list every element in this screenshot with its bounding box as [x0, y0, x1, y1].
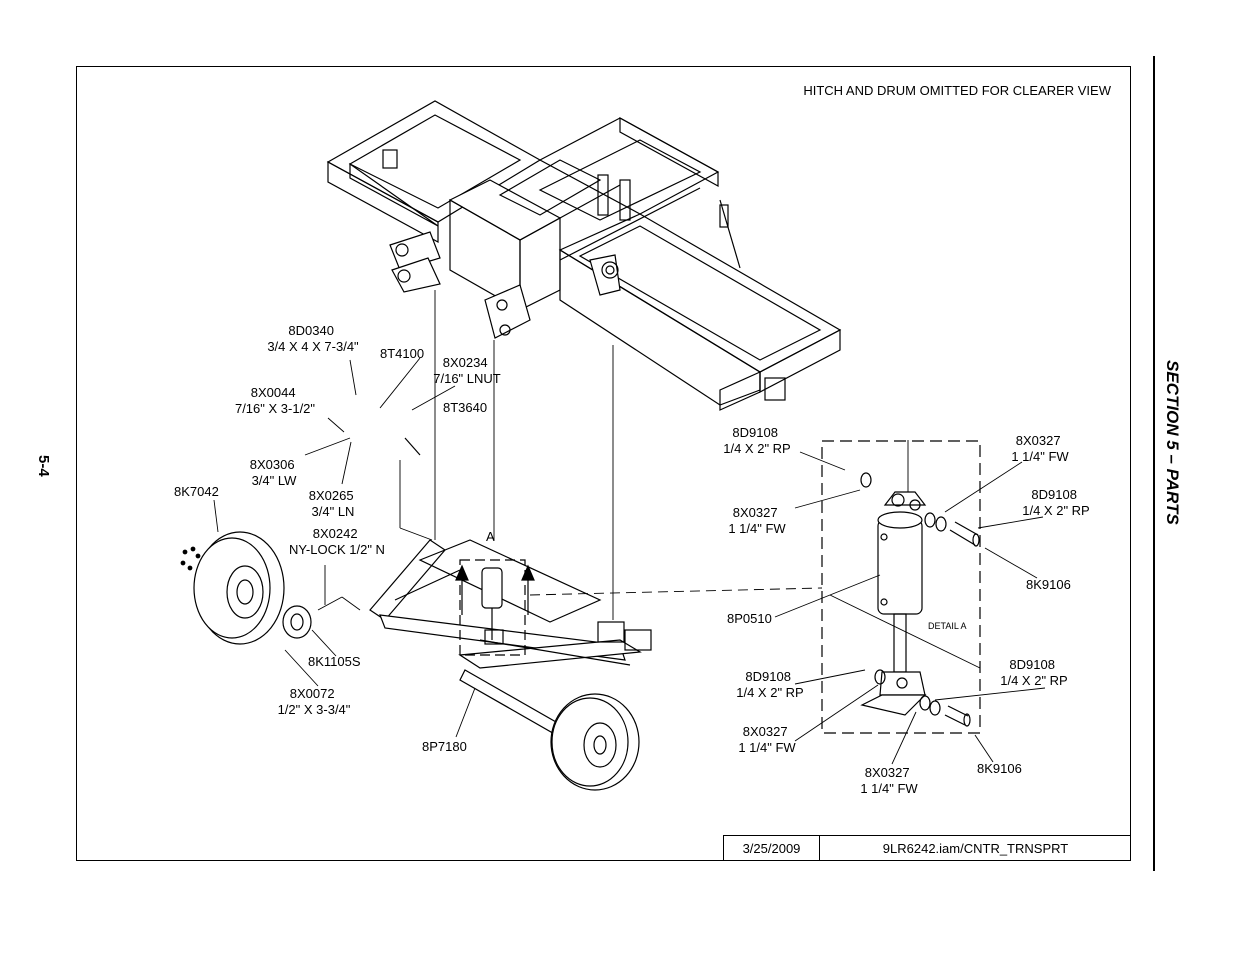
transport-axle — [370, 438, 651, 740]
callout-8K9106-a: 8K9106 — [1026, 577, 1071, 592]
right-wheel — [551, 694, 639, 790]
callout-8T3640: 8T3640 — [443, 400, 488, 415]
callout-8P0510: 8P0510 — [727, 611, 772, 626]
callout-8D9108-c: 8D9108 1/4 X 2" RP — [736, 669, 804, 700]
callout-8X0072: 8X0072 1/2" X 3-3/4" — [277, 686, 351, 717]
drawing-file-name: 9LR6242.iam/CNTR_TRNSPRT — [882, 841, 1069, 856]
callout-8X0044: 8X0044 7/16" X 3-1/2" — [234, 385, 316, 416]
callout-8X0327-d: 8X0327 1 1/4" FW — [860, 765, 918, 796]
left-wheel — [181, 532, 284, 644]
title-block — [723, 835, 1131, 861]
callout-8X0234: 8X0234 7/16" LNUT — [433, 355, 501, 386]
diagram-note: HITCH AND DRUM OMITTED FOR CLEARER VIEW — [803, 83, 1111, 98]
callout-8X0327-a: 8X0327 1 1/4" FW — [728, 505, 786, 536]
main-frame — [328, 101, 840, 410]
callout-8D9108-a: 8D9108 1/4 X 2" RP — [723, 425, 791, 456]
callout-8X0327-b: 8X0327 1 1/4" FW — [1011, 433, 1069, 464]
view-marker-a: A — [486, 529, 495, 544]
callout-8X0265: 8X0265 3/4" LN — [308, 488, 355, 519]
callout-8D9108-d: 8D9108 1/4 X 2" RP — [1000, 657, 1068, 688]
detail-a — [822, 441, 980, 733]
callout-8K1105S: 8K1105S — [308, 654, 361, 669]
detail-a-label: DETAIL A — [928, 621, 967, 631]
callout-8T4100: 8T4100 — [380, 346, 425, 361]
callout-8X0242: 8X0242 NY-LOCK 1/2" N — [289, 526, 385, 557]
callout-8X0306: 8X0306 3/4" LW — [249, 457, 297, 488]
callout-8D0340: 8D0340 3/4 X 4 X 7-3/4" — [267, 323, 359, 354]
section-title: SECTION 5 – PARTS — [1163, 360, 1182, 525]
hub — [283, 606, 311, 638]
drawing-date: 3/25/2009 — [724, 836, 820, 861]
callout-8K7042: 8K7042 — [174, 484, 219, 499]
page-number: 5-4 — [35, 455, 52, 477]
callout-8K9106-b: 8K9106 — [977, 761, 1022, 776]
callout-8P7180: 8P7180 — [422, 739, 467, 754]
callout-8X0327-c: 8X0327 1 1/4" FW — [738, 724, 796, 755]
callout-8D9108-b: 8D9108 1/4 X 2" RP — [1022, 487, 1090, 518]
